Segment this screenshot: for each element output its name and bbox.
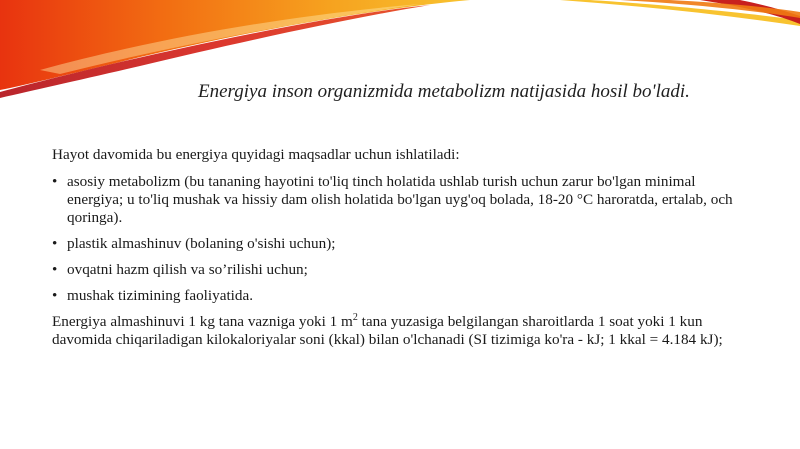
bullet-item: • mushak tizimining faoliyatida. [52, 287, 752, 305]
superscript-2: 2 [352, 311, 358, 323]
intro-text: Hayot davomida bu energiya quyidagi maqsadlar uchun ishlatiladi: [52, 146, 460, 163]
conclusion-text-part1: Energiya almashinuvi 1 kg tana vazniga yoki 1 m [52, 313, 353, 330]
swoosh-right-orange [620, 0, 800, 18]
bullet-item: • plastik almashinuv (bolaning o'sishi uchun); [52, 235, 752, 253]
conclusion-text [52, 313, 752, 349]
bullet-item: • ovqatni hazm qilish va so’rilishi uchun; [52, 261, 752, 279]
conclusion-text-part2: tana yuzasiga belgilangan sharoitlarda 1 soat yoki 1 kun davomida chiqariladigan kilokaloriyalar soni (kkal) bilan o'lchanadi (SI tizimiga ko'ra - kJ; 1 kkal = 4.184 kJ); [52, 313, 723, 348]
slide-body [52, 146, 752, 349]
bullet-list [52, 173, 752, 305]
bullet-item: • asosiy metabolizm (bu tananing hayotini to'liq tinch holatida ushlab turish uchun zarur bo'lgan minimal energiya; u to'liq mushak va hissiy dam olish holatida bo'lgan uyg'oq bolada, 18-20 °C haroratda, ertalab, och qoringa). [52, 173, 752, 227]
slide-subtitle: Energiya inson organizmida metabolizm natijasida hosil bo'ladi. [198, 81, 690, 102]
